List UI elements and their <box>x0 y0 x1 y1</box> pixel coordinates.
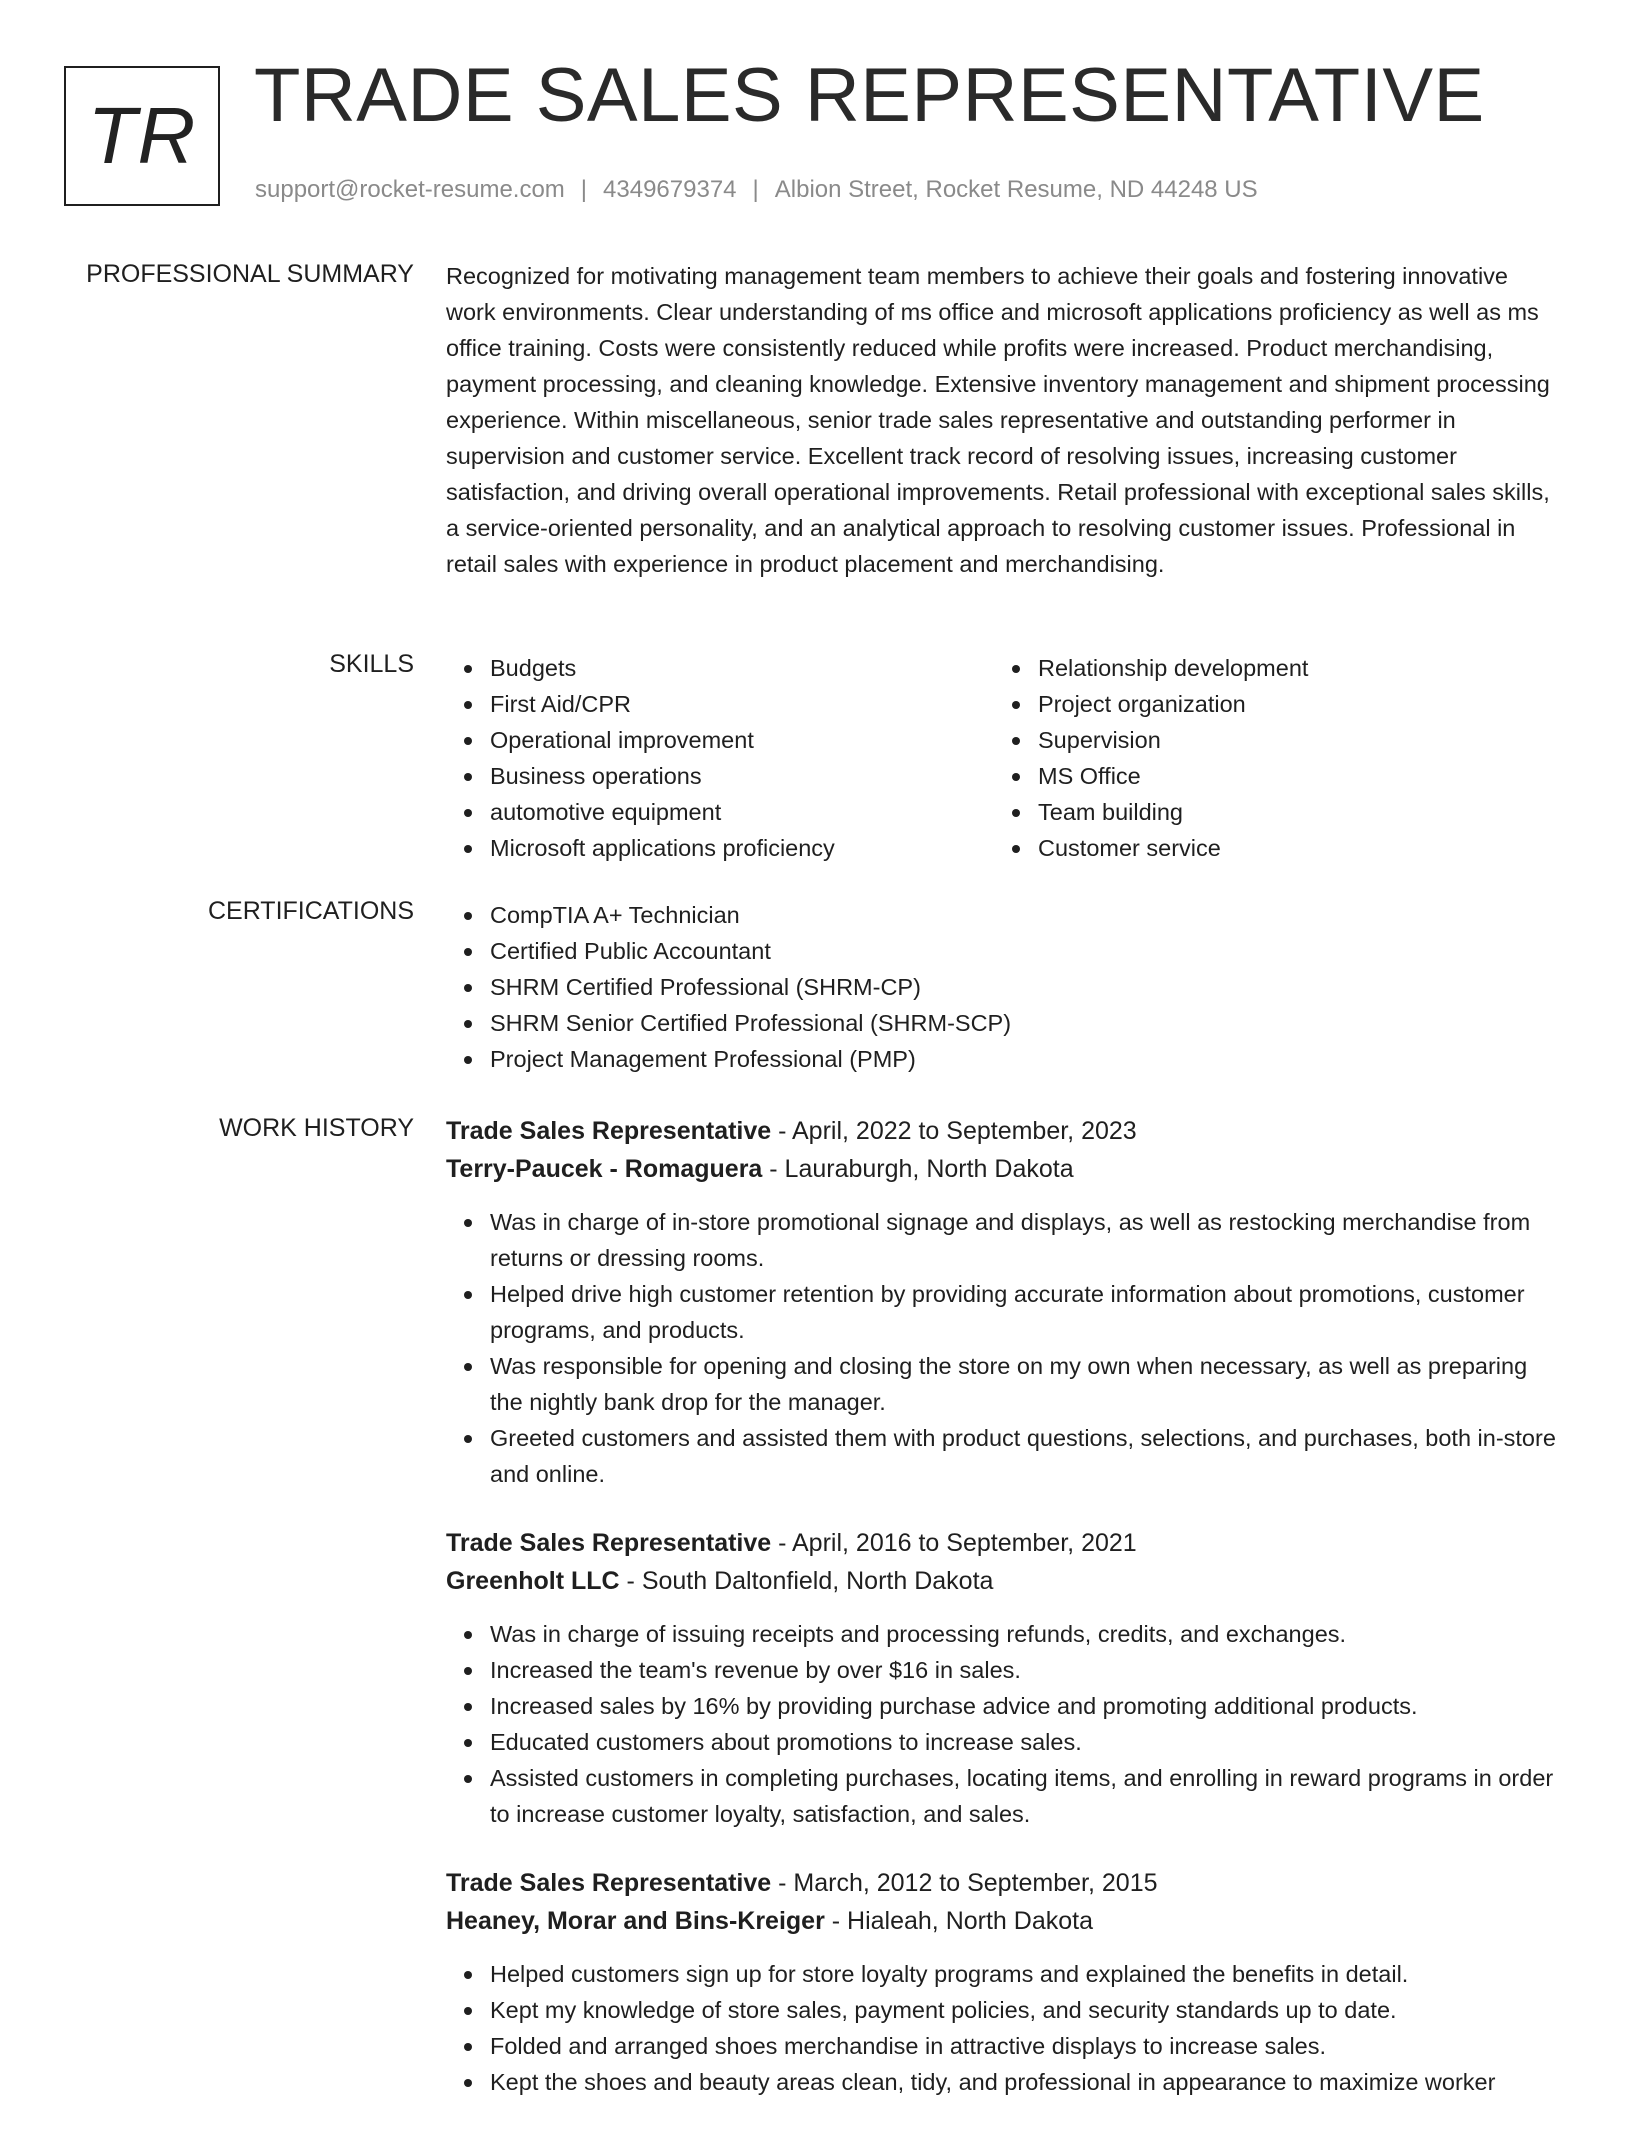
job-company: Greenholt LLC <box>446 1567 620 1595</box>
skill-item: MS Office <box>1038 758 1542 794</box>
job-location: - South Daltonfield, North Dakota <box>619 1567 994 1595</box>
skill-item: Business operations <box>490 758 994 794</box>
skill-item: Customer service <box>1038 830 1542 866</box>
skill-item: Microsoft applications proficiency <box>490 830 994 866</box>
job-company: Heaney, Morar and Bins-Kreiger <box>446 1907 825 1935</box>
job-company: Terry-Paucek - Romaguera <box>446 1155 763 1183</box>
skill-item: Budgets <box>490 650 994 686</box>
job-dates: - March, 2012 to September, 2015 <box>771 1869 1158 1897</box>
job-bullet: Was responsible for opening and closing the store on my own when necessary, as well as preparing the nightly bank drop for the manager. <box>490 1348 1558 1420</box>
skill-item: Team building <box>1038 794 1542 830</box>
job-company-line <box>446 1562 1558 1600</box>
job-title-line <box>446 1864 1558 1902</box>
monogram-badge <box>64 66 220 206</box>
section-heading: PROFESSIONAL SUMMARY <box>86 260 414 288</box>
job-bullet: Helped drive high customer retention by providing accurate information about promotions, customer programs, and products. <box>490 1276 1558 1348</box>
job-entry <box>446 1112 1558 1492</box>
job-bullet: Was in charge of in-store promotional signage and displays, as well as restocking merchandise from returns or dressing rooms. <box>490 1204 1558 1276</box>
job-location: - Lauraburgh, North Dakota <box>762 1155 1074 1183</box>
job-bullet: Educated customers about promotions to increase sales. <box>490 1724 1558 1760</box>
contact-phone[interactable]: 4349679374 <box>603 176 737 203</box>
contact-separator: | <box>580 176 588 203</box>
job-bullet: Folded and arranged shoes merchandise in attractive displays to increase sales. <box>490 2028 1558 2064</box>
contact-separator: | <box>752 176 759 203</box>
skill-item: Supervision <box>1038 722 1542 758</box>
job-bullet: Increased sales by 16% by providing purchase advice and promoting additional products. <box>490 1688 1558 1724</box>
job-title-line <box>446 1112 1558 1150</box>
job-company-line <box>446 1902 1558 1940</box>
contact-address: Albion Street, Rocket Resume, ND 44248 US <box>774 176 1258 203</box>
certifications-list <box>446 897 1558 1077</box>
summary-text: Recognized for motivating management team members to achieve their goals and fostering innovative work environments. Clear understanding of ms office and microsoft applications proficiency as well as ms office training. Costs were consistently reduced while profits were increased. Product merchandising, payment processing, and cleaning knowledge. Extensive inventory management and shipment processing experience. Within miscellaneous, senior trade sales representative and outstanding performer in supervision and customer service. Excellent track record of resolving issues, increasing customer satisfaction, and driving overall operational improvements. Retail professional with exceptional sales skills, a service-oriented personality, and an analytical approach to resolving customer issues. Professional in retail sales with experience in product placement and merchandising. <box>446 263 1550 577</box>
work-history-list <box>446 1112 1558 2132</box>
skill-item: Operational improvement <box>490 722 994 758</box>
certification-item: SHRM Certified Professional (SHRM-CP) <box>490 969 1558 1005</box>
contact-email[interactable]: support@rocket-resume.com <box>255 176 565 203</box>
job-bullet: Kept my knowledge of store sales, payment policies, and security standards up to date. <box>490 1992 1558 2028</box>
job-title: Trade Sales Representative <box>446 1117 772 1145</box>
section-heading: SKILLS <box>329 650 414 678</box>
monogram-initials: TR <box>87 91 197 180</box>
job-title-line <box>446 1524 1558 1562</box>
skills-columns <box>446 650 1558 866</box>
job-location: - Hialeah, North Dakota <box>824 1907 1093 1935</box>
job-bullet: Greeted customers and assisted them with product questions, selections, and purchases, both in-store and online. <box>490 1420 1558 1492</box>
resume-name: TRADE SALES REPRESENTATIVE <box>254 53 1485 138</box>
certification-item: CompTIA A+ Technician <box>490 897 1558 933</box>
job-bullet: Kept the shoes and beauty areas clean, tidy, and professional in appearance to maximize worker <box>490 2064 1558 2100</box>
skill-item: First Aid/CPR <box>490 686 994 722</box>
job-entry <box>446 1524 1558 1832</box>
job-bullet: Helped customers sign up for store loyalty programs and explained the benefits in detail. <box>490 1956 1558 1992</box>
job-bullet: Was in charge of issuing receipts and processing refunds, credits, and exchanges. <box>490 1616 1558 1652</box>
job-title: Trade Sales Representative <box>446 1869 772 1897</box>
job-bullet: Increased the team's revenue by over $16 in sales. <box>490 1652 1558 1688</box>
section-heading: WORK HISTORY <box>219 1114 414 1142</box>
skill-item: automotive equipment <box>490 794 994 830</box>
job-dates: - April, 2022 to September, 2023 <box>771 1117 1137 1145</box>
job-dates: - April, 2016 to September, 2021 <box>771 1529 1137 1557</box>
skill-item: Project organization <box>1038 686 1542 722</box>
certification-item: Project Management Professional (PMP) <box>490 1041 1558 1077</box>
certification-item: SHRM Senior Certified Professional (SHRM-SCP) <box>490 1005 1558 1041</box>
job-company-line <box>446 1150 1558 1188</box>
job-bullet: Assisted customers in completing purchases, locating items, and enrolling in reward programs in order to increase customer loyalty, satisfaction, and sales. <box>490 1760 1558 1832</box>
contact-line <box>255 176 1258 204</box>
skill-item: Relationship development <box>1038 650 1542 686</box>
skills-column-left <box>446 650 994 866</box>
certification-item: Certified Public Accountant <box>490 933 1558 969</box>
job-entry <box>446 1864 1558 2100</box>
job-title: Trade Sales Representative <box>446 1529 772 1557</box>
skills-column-right <box>994 650 1542 866</box>
section-heading: CERTIFICATIONS <box>207 897 414 925</box>
